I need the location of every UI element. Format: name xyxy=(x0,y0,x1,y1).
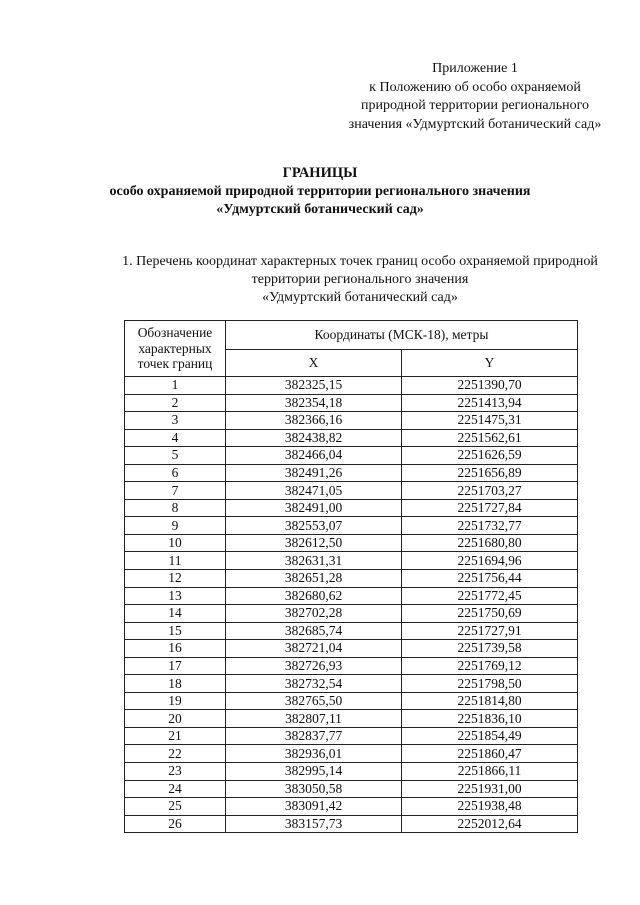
y-coordinate-cell: 2251860,47 xyxy=(402,745,578,763)
table-row xyxy=(125,499,578,517)
y-coordinate-cell: 2251727,84 xyxy=(402,499,578,517)
point-number-cell: 6 xyxy=(125,464,226,482)
x-coordinate-cell: 382651,28 xyxy=(226,570,402,588)
x-coordinate-cell: 383091,42 xyxy=(226,798,402,816)
table-row xyxy=(125,377,578,395)
x-coordinate-cell: 383157,73 xyxy=(226,815,402,833)
appendix-header xyxy=(320,60,630,134)
x-coordinate-cell: 382553,07 xyxy=(226,517,402,535)
x-coordinate-cell: 382702,28 xyxy=(226,605,402,623)
x-coordinate-cell: 382354,18 xyxy=(226,394,402,412)
x-coordinate-cell: 383050,58 xyxy=(226,780,402,798)
y-coordinate-cell: 2251562,61 xyxy=(402,429,578,447)
point-number-cell: 23 xyxy=(125,763,226,781)
table-row xyxy=(125,745,578,763)
point-number-cell: 5 xyxy=(125,447,226,465)
y-coordinate-cell: 2251732,77 xyxy=(402,517,578,535)
point-number-cell: 16 xyxy=(125,640,226,658)
y-coordinate-cell: 2251727,91 xyxy=(402,622,578,640)
y-coordinate-cell: 2251739,58 xyxy=(402,640,578,658)
table-row xyxy=(125,429,578,447)
table-row xyxy=(125,412,578,430)
point-number-cell: 9 xyxy=(125,517,226,535)
x-coordinate-cell: 382466,04 xyxy=(226,447,402,465)
point-number-cell: 20 xyxy=(125,710,226,728)
point-number-cell: 17 xyxy=(125,657,226,675)
point-number-cell: 10 xyxy=(125,534,226,552)
table-row xyxy=(125,657,578,675)
coordinates-table xyxy=(124,320,578,833)
section-line-3: «Удмуртский ботанический сад» xyxy=(262,290,458,305)
point-number-cell: 19 xyxy=(125,692,226,710)
x-coordinate-cell: 382995,14 xyxy=(226,763,402,781)
section-heading xyxy=(90,253,630,307)
header-coordinates: Координаты (МСК-18), метры xyxy=(226,321,578,350)
section-line-2: территории регионального значения xyxy=(251,272,469,287)
table-row xyxy=(125,710,578,728)
table-row xyxy=(125,534,578,552)
table-row xyxy=(125,798,578,816)
point-number-cell: 22 xyxy=(125,745,226,763)
point-number-cell: 8 xyxy=(125,499,226,517)
document-title xyxy=(0,164,640,220)
x-coordinate-cell: 382631,31 xyxy=(226,552,402,570)
point-number-cell: 26 xyxy=(125,815,226,833)
x-coordinate-cell: 382491,00 xyxy=(226,499,402,517)
x-coordinate-cell: 382612,50 xyxy=(226,534,402,552)
x-coordinate-cell: 382325,15 xyxy=(226,377,402,395)
y-coordinate-cell: 2251656,89 xyxy=(402,464,578,482)
title-line-1: ГРАНИЦЫ xyxy=(282,165,358,181)
y-coordinate-cell: 2251703,27 xyxy=(402,482,578,500)
point-number-cell: 25 xyxy=(125,798,226,816)
point-number-cell: 3 xyxy=(125,412,226,430)
y-coordinate-cell: 2251413,94 xyxy=(402,394,578,412)
point-number-cell: 21 xyxy=(125,727,226,745)
section-line-1: 1. Перечень координат характерных точек границ особо охраняемой природной xyxy=(122,254,598,269)
table-row xyxy=(125,692,578,710)
table-row xyxy=(125,482,578,500)
header-y: Y xyxy=(402,350,578,377)
y-coordinate-cell: 2251772,45 xyxy=(402,587,578,605)
table-row xyxy=(125,622,578,640)
y-coordinate-cell: 2251475,31 xyxy=(402,412,578,430)
table-row xyxy=(125,517,578,535)
x-coordinate-cell: 382726,93 xyxy=(226,657,402,675)
table-row xyxy=(125,605,578,623)
table-row xyxy=(125,552,578,570)
y-coordinate-cell: 2251931,00 xyxy=(402,780,578,798)
point-number-cell: 1 xyxy=(125,377,226,395)
y-coordinate-cell: 2251750,69 xyxy=(402,605,578,623)
y-coordinate-cell: 2252012,64 xyxy=(402,815,578,833)
y-coordinate-cell: 2251836,10 xyxy=(402,710,578,728)
header-point-designation: Обозначение характерных точек границ xyxy=(125,321,226,377)
x-coordinate-cell: 382438,82 xyxy=(226,429,402,447)
point-number-cell: 7 xyxy=(125,482,226,500)
x-coordinate-cell: 382837,77 xyxy=(226,727,402,745)
point-number-cell: 15 xyxy=(125,622,226,640)
y-coordinate-cell: 2251756,44 xyxy=(402,570,578,588)
appendix-line-1: Приложение 1 xyxy=(432,61,518,76)
x-coordinate-cell: 382680,62 xyxy=(226,587,402,605)
table-row xyxy=(125,447,578,465)
y-coordinate-cell: 2251814,80 xyxy=(402,692,578,710)
table-row xyxy=(125,763,578,781)
y-coordinate-cell: 2251769,12 xyxy=(402,657,578,675)
y-coordinate-cell: 2251694,96 xyxy=(402,552,578,570)
point-number-cell: 12 xyxy=(125,570,226,588)
appendix-line-2: к Положению об особо охраняемой xyxy=(369,79,581,95)
point-number-cell: 13 xyxy=(125,587,226,605)
point-number-cell: 2 xyxy=(125,394,226,412)
y-coordinate-cell: 2251626,59 xyxy=(402,447,578,465)
title-line-2: особо охраняемой природной территории регионального значения xyxy=(109,183,531,199)
table-row xyxy=(125,640,578,658)
appendix-line-3: природной территории регионального xyxy=(361,98,589,113)
table-row xyxy=(125,675,578,693)
point-number-cell: 4 xyxy=(125,429,226,447)
table-row xyxy=(125,394,578,412)
y-coordinate-cell: 2251798,50 xyxy=(402,675,578,693)
point-number-cell: 24 xyxy=(125,780,226,798)
table-row xyxy=(125,815,578,833)
table-row xyxy=(125,587,578,605)
x-coordinate-cell: 382807,11 xyxy=(226,710,402,728)
point-number-cell: 11 xyxy=(125,552,226,570)
y-coordinate-cell: 2251938,48 xyxy=(402,798,578,816)
x-coordinate-cell: 382732,54 xyxy=(226,675,402,693)
x-coordinate-cell: 382765,50 xyxy=(226,692,402,710)
x-coordinate-cell: 382685,74 xyxy=(226,622,402,640)
x-coordinate-cell: 382366,16 xyxy=(226,412,402,430)
table-row xyxy=(125,464,578,482)
x-coordinate-cell: 382471,05 xyxy=(226,482,402,500)
point-number-cell: 14 xyxy=(125,605,226,623)
x-coordinate-cell: 382936,01 xyxy=(226,745,402,763)
y-coordinate-cell: 2251866,11 xyxy=(402,763,578,781)
header-x: X xyxy=(226,350,402,377)
title-line-3: «Удмуртский ботанический сад» xyxy=(216,202,424,217)
y-coordinate-cell: 2251680,80 xyxy=(402,534,578,552)
table-row xyxy=(125,780,578,798)
x-coordinate-cell: 382721,04 xyxy=(226,640,402,658)
table-row xyxy=(125,727,578,745)
y-coordinate-cell: 2251854,49 xyxy=(402,727,578,745)
table-row xyxy=(125,570,578,588)
x-coordinate-cell: 382491,26 xyxy=(226,464,402,482)
y-coordinate-cell: 2251390,70 xyxy=(402,377,578,395)
appendix-line-4: значения «Удмуртский ботанический сад» xyxy=(348,116,602,132)
point-number-cell: 18 xyxy=(125,675,226,693)
